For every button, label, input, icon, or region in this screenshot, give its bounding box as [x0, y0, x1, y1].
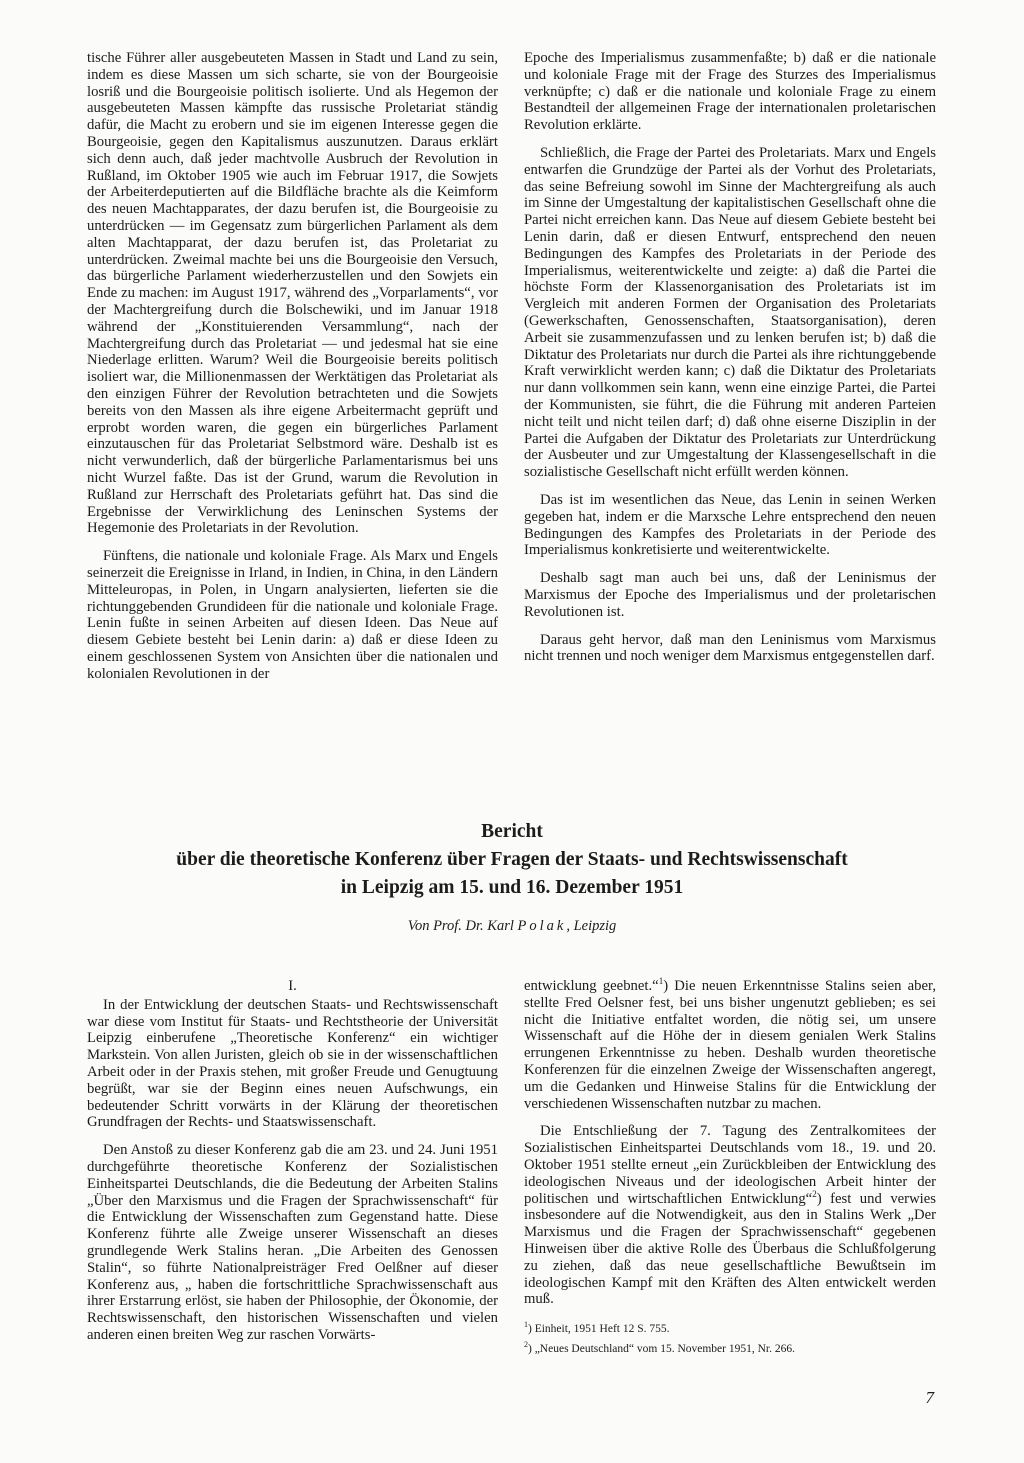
article-title — [60, 818, 964, 902]
paragraph: Epoche des Imperialismus zusammenfaßte; b) daß er die nationale und koloniale Frage mit der Frage des Sturzes des Imperialismus verknüpfte; c) daß er die nationale und koloniale Frage zu einem Bestandteil der allgemeinen Frage der internationalen proletarischen Revolution erklärte. — [524, 50, 936, 134]
footnote — [524, 1322, 936, 1336]
paragraph-text: entwicklung geebnet.“ — [524, 978, 659, 994]
footnote — [524, 1342, 936, 1356]
paragraph — [524, 1123, 936, 1308]
article-title-line: Bericht — [481, 821, 543, 842]
paragraph: In der Entwicklung der deutschen Staats- und Rechtswissenschaft war diese vom Institut für Staats- und Rechtstheorie der Universität Leipzig einberufene „Theoretische Konferenz“ ein wichtiger Markstein. Von allen Juristen, gleich ob sie in der wissenschaftlichen Arbeit oder in der Praxis stehen, mit großer Freude und Genugtuung begrüßt, war sie der Beginn eines neuen Aufschwungs, ein bedeutender Schritt vorwärts in der Klärung der theoretischen Grundfragen der Rechts- und Staatswissenschaft. — [87, 996, 498, 1131]
paragraph: tische Führer aller ausgebeuteten Massen in Stadt und Land zu sein, indem es diese Massen um sich scharte, sie von der Bourgeoisie losriß und die Bourgeoisie politisch isolierte. Und als Hegemon der ausgebeuteten Massen kämpfte das russische Proletariat ständig dafür, die Macht zu erobern und sie im eigenen Interesse gegen die Bourgeoisie, gegen den Kapitalismus auszunutzen. Daraus erklärt sich denn auch, daß jeder machtvolle Ausbruch der Revolution in Rußland, im Oktober 1905 wie auch im Februar 1917, die Sowjets der Arbeiterdeputierten auf die Bildfläche brachte als die Keimform des neuen Machtapparates, der dazu berufen ist, die Bourgeoisie zu unterdrücken — im Gegensatz zum bürgerlichen Parlament als dem alten Machtapparat, der dazu berufen ist, das Proletariat zu unterdrücken. Zweimal machte bei uns die Bourgeoisie den Versuch, das bürgerliche Parlament wiederherzustellen und den Sowjets ein Ende zu machen: im August 1917, während des „Vorparlaments“, vor der Machtergreifung durch die Bolschewiki, und im Januar 1918 während der „Konstituierenden Versammlung“, nach der Machtergreifung durch das Proletariat — und jedesmal hat sie eine Niederlage erlitten. Warum? Weil die Bourgeoisie bereits politisch isoliert war, die Millionenmassen der Werktätigen das Proletariat als den einzigen Führer der Revolution betrachteten und die Sowjets bereits von den Massen als ihre eigene Arbeitermacht geprüft und erprobt worden waren, die gegen ein bürgerliches Parlament einzutauschen für das Proletariat Selbstmord wäre. Deshalb ist es nicht verwunderlich, daß der bürgerliche Parlamentarismus bei uns nicht Wurzel faßte. Das ist der Grund, warum die Revolution in Rußland zur Herrschaft des Proletariats geführt hat. Das sind die Ergebnisse der Verwirklichung des Leninschen Systems der Hegemonie des Proletariats in der Revolution. — [87, 50, 498, 537]
paragraph: Deshalb sagt man auch bei uns, daß der Leninismus der Marxismus der Epoche des Imperialismus und der proletarischen Revolutionen ist. — [524, 570, 936, 620]
footnotes — [524, 1322, 936, 1356]
byline-suffix: , Leipzig — [566, 918, 617, 934]
page-number: 7 — [925, 1388, 934, 1407]
article-right-column — [524, 978, 936, 1362]
paragraph: Schließlich, die Frage der Partei des Proletariats. Marx und Engels entwarfen die Grundzüge der Partei als der Vorhut des Proletariats, das seine Befreiung sowohl im Sinne der Machtergreifung als auch im Sinne der Umgestaltung der kapitalistischen Gesellschaft ohne die Partei nicht erreichen kann. Das Neue auf diesem Gebiete besteht bei Lenin darin, daß er diesen Entwurf, entsprechend den neuen Bedingungen des Kampfes des Proletariats in der Periode des Imperialismus, weiterentwickelte und zeigte: a) daß die Partei die höchste Form der Klassenorganisation des Proletariats ist im Vergleich mit anderen Formen der Organisation des Proletariats (Gewerkschaften, Genossenschaften, Staatsorganisation), deren Arbeit sie zusammenzufassen und zu lenken berufen ist; b) daß die Diktatur des Proletariats nur durch die Partei als ihre richtunggebende Kraft verwirklicht werden kann; c) daß die Diktatur des Proletariats nur dann vollkommen sein kann, wenn eine einzige Partei, die Partei der Kommunisten, sie führt, die die Führung mit anderen Parteien nicht teilt und nicht teilen darf; d) daß ohne eiserne Disziplin in der Partei die Aufgaben der Diktatur des Proletariats zur Unterdrückung der Ausbeuter und zur Umgestaltung der Klassengesellschaft in die sozialistische Gesellschaft nicht erfüllt werden können. — [524, 144, 936, 481]
footnote-mark: 2 — [524, 1340, 528, 1350]
paragraph: Das ist im wesentlichen das Neue, das Lenin in seinen Werken gegeben hat, indem er die Marxsche Lehre entsprechend den neuen Bedingungen des Kampfes des Proletariats in der Periode des Imperialismus konkretisierte und weiterentwickelte. — [524, 491, 936, 559]
footnote-text: ) „Neues Deutschland“ vom 15. November 1951, Nr. 266. — [528, 1343, 795, 1356]
paragraph-text: ) fest und verwies insbesondere auf die Notwendigkeit, aus den in Stalins Werk „Der Marxismus und die Fragen der Sprachwissenschaft“ gegebenen Hinweisen über die aktive Rolle des Überbaus die Schlußfolgerung zu ziehen, daß das neue gesellschaftliche Bewußtsein im ideologischen Kampf mit den Kräften des Alten entwickelt werden muß. — [524, 1190, 936, 1308]
paragraph-text: ) Die neuen Erkenntnisse Stalins seien aber, stellte Fred Oelsner fest, bei uns bisher ungenutzt geblieben; es sei nicht die Initiative entfaltet worden, die nötig sei, um unsere Wissenschaft auf die Höhe der in diesem genialen Werk Stalins errungenen Erkenntnisse zu heben. Deshalb wurden theoretische Konferenzen für die einzelnen Zweige der Wissenschaften angeregt, um die Gedanken und Hinweise Stalins für die Entwicklung der verschiedenen Wissenschaften nutzbar zu machen. — [524, 978, 937, 1112]
paragraph — [524, 978, 936, 1112]
author-byline — [60, 918, 964, 935]
article-left-column — [87, 978, 498, 1355]
paragraph: Daraus geht hervor, daß man den Leninismus vom Marxismus nicht trennen und noch weniger dem Marxismus entgegenstellen darf. — [524, 631, 936, 665]
paragraph: Fünftens, die nationale und koloniale Frage. Als Marx und Engels seinerzeit die Ereignisse in Irland, in Indien, in China, in den Ländern Mitteleuropas, in Polen, in Ungarn analysierten, lieferten sie die richtunggebenden Grundideen für die nationale und koloniale Frage. Lenin fußte in seinen Arbeiten auf diesen Ideen. Das Neue auf diesem Gebiete besteht bei Lenin darin: a) daß er diese Ideen zu einem geschlossenen System von Ansichten über die nationalen und kolonialen Revolutionen in der — [87, 548, 498, 682]
article-title-line: über die theoretische Konferenz über Fragen der Staats- und Rechtswissenschaft — [176, 849, 848, 870]
footnote-ref: 2 — [812, 1188, 817, 1199]
footnote-mark: 1 — [524, 1320, 528, 1330]
top-right-column — [524, 50, 936, 676]
article-title-line: in Leipzig am 15. und 16. Dezember 1951 — [340, 877, 684, 898]
paragraph-text: Die Entschließung der 7. Tagung des Zentralkomitees der Sozialistischen Einheitspartei Deutschlands vom 18., 19. und 20. Oktober 1951 stellte erneut „ein Zurückbleiben der Entwicklung des ideologischen Niveaus und der ideologischen Arbeit hinter der politischen und wirtschaftlichen Entwicklung“ — [524, 1123, 936, 1207]
footnote-ref: 1 — [658, 976, 664, 987]
footnote-text: ) Einheit, 1951 Heft 12 S. 755. — [528, 1323, 670, 1336]
paragraph: Den Anstoß zu dieser Konferenz gab die am 23. und 24. Juni 1951 durchgeführte theoretische Konferenz der Sozialistischen Einheitspartei Deutschlands, die die Bedeutung der Arbeiten Stalins „Über den Marxismus und die Fragen der Sprachwissenschaft“ für die Entwicklung der Wissenschaften zum Gegenstand hatte. Diese Konferenz führte alle Zweige unserer Wissenschaft an dieses grundlegende Werk Stalins heran. „Die Arbeiten des Genossen Stalin“, so führte Nationalpreisträger Fred Oelßner auf dieser Konferenz aus, „ haben die fortschrittliche Sprachwissenschaft aus ihrer Erstarrung erlöst, sie haben der Philosophie, der Ökonomie, der Rechtswissenschaft, den historischen Wissenschaften und vielen anderen einen breiten Weg zur raschen Vorwärts- — [87, 1142, 498, 1343]
author-name: Polak — [517, 918, 567, 934]
byline-prefix: Von Prof. Dr. Karl — [407, 918, 514, 934]
top-left-column — [87, 50, 498, 693]
section-number: I. — [288, 978, 297, 994]
